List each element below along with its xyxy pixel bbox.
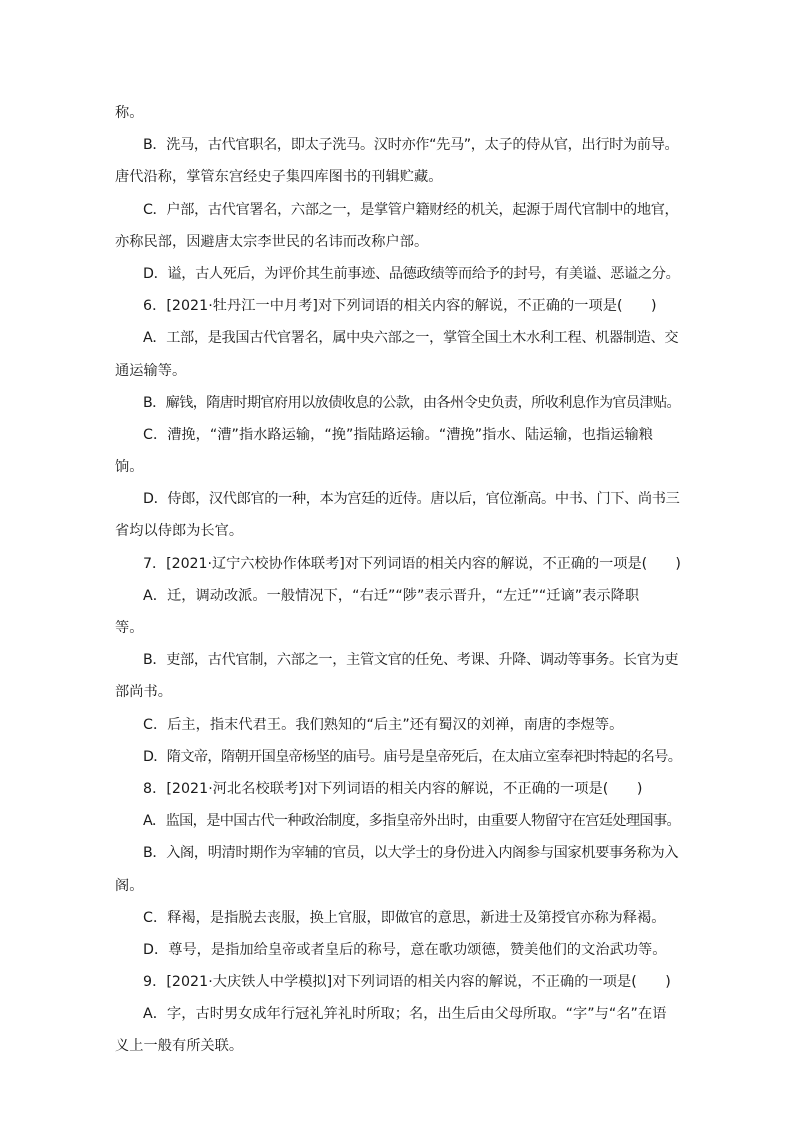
option-d-suiwendi: D．隋文帝，隋朝开国皇帝杨坚的庙号。庙号是皇帝死后，在太庙立室奉祀时特起的名号。 xyxy=(143,748,682,765)
option-c-caowan: C．漕挽，“漕”指水路运输，“挽”指陆路运输。“漕挽”指水、陆运输，也指运输粮 xyxy=(143,426,653,443)
text-line: 等。 xyxy=(115,620,144,636)
option-d-shi: D．谥，古人死后，为评价其生前事迹、品德政绩等而给予的封号，有美谥、恶谥之分。 xyxy=(143,265,680,282)
text-line: 唐代沿称，掌管东宫经史子集四库图书的刊辑贮藏。 xyxy=(115,169,443,186)
text-line: 亦称民部，因避唐太宗李世民的名讳而改称户部。 xyxy=(115,233,429,250)
text-line: 省均以侍郎为长官。 xyxy=(115,523,244,540)
document-body xyxy=(115,97,681,1063)
question-6: 6．[2021·牡丹江一中月考]对下列词语的相关内容的解说，不正确的一项是( ) xyxy=(143,298,657,315)
text-line: 阁。 xyxy=(115,877,144,894)
option-a-zi: A．字，古时男女成年行冠礼笄礼时所取；名，出生后由父母所取。“字”与“名”在语 xyxy=(143,1006,667,1023)
option-a-qian: A．迁，调动改派。一般情况下，“右迁”“陟”表示晋升，“左迁”“迁谪”表示降职 xyxy=(143,587,640,604)
option-d-zunhao: D．尊号，是指加给皇帝或者皇后的称号，意在歌功颂德，赞美他们的文治武功等。 xyxy=(143,941,667,958)
option-b-xima: B．洗马，古代官职名，即太子洗马。汉时亦作“先马”，太子的侍从官，出行时为前导。 xyxy=(143,137,679,154)
text-line: 义上一般有所关联。 xyxy=(115,1038,244,1055)
option-a-jianguo: A．监国，是中国古代一种政治制度，多指皇帝外出时，由重要人物留守在宫廷处理国事。 xyxy=(143,813,681,830)
option-c-shihe: C．释褐，是指脱去丧服，换上官服，即做官的意思，新进士及第授官亦称为释褐。 xyxy=(143,909,666,926)
option-b-libu: B．吏部，古代官制，六部之一，主管文官的任免、考课、升降、调动等事务。长官为吏 xyxy=(143,652,679,669)
question-7: 7．[2021·辽宁六校协作体联考]对下列词语的相关内容的解说，不正确的一项是( ) xyxy=(143,555,681,572)
option-b-ruge: B．入阁，明清时期作为宰辅的官员，以大学士的身份进入内阁参与国家机要事务称为入 xyxy=(143,845,679,862)
option-c-hubu: C．户部，古代官署名，六部之一，是掌管户籍财经的机关，起源于周代官制中的地官， xyxy=(143,201,679,218)
option-c-houzhu: C．后主，指末代君王。我们熟知的“后主”还有蜀汉的刘禅，南唐的李煜等。 xyxy=(143,716,624,733)
text-line: 部尚书。 xyxy=(115,684,172,701)
question-9: 9．[2021·大庆铁人中学模拟]对下列词语的相关内容的解说，不正确的一项是( ) xyxy=(143,974,671,991)
option-b-xieqian: B．廨钱，隋唐时期官府用以放债收息的公款，由各州令史负责，所收利息作为官员津贴。 xyxy=(143,394,681,411)
text-line: 通运输等。 xyxy=(115,362,187,379)
text-line: 饷。 xyxy=(115,459,144,476)
text-line: 称。 xyxy=(115,105,144,121)
option-a-gongbu: A．工部，是我国古代官署名，属中央六部之一，掌管全国土木水利工程、机器制造、交 xyxy=(143,330,679,347)
option-d-shilang: D．侍郎，汉代郎官的一种，本为宫廷的近侍。唐以后，官位渐高。中书、门下、尚书三 xyxy=(143,491,680,508)
question-8: 8．[2021·河北名校联考]对下列词语的相关内容的解说，不正确的一项是( ) xyxy=(143,780,643,797)
